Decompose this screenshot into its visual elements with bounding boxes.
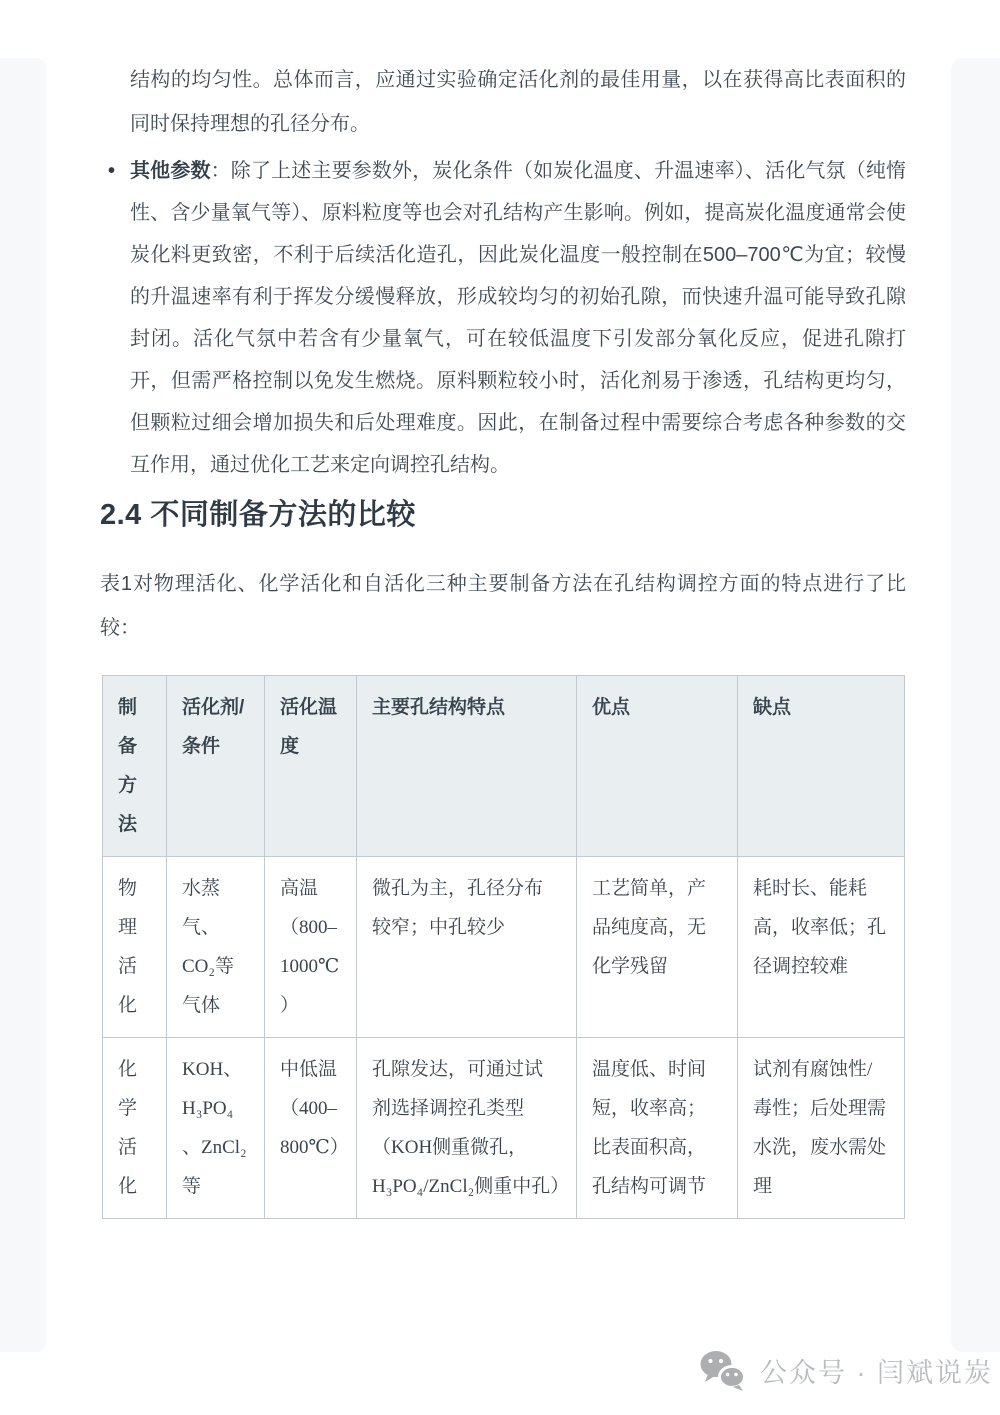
header-temperature: 活化温度 — [265, 676, 357, 857]
cell-activator: KOH、H₃PO₄、ZnCl₂等 — [167, 1038, 265, 1219]
cell-pore-features: 孔隙发达，可通过试剂选择调控孔类型（KOH侧重微孔，H₃PO₄/ZnCl₂侧重中孔） — [357, 1038, 577, 1219]
page-right-edge — [951, 58, 1000, 1352]
cell-temperature: 中低温（400–800℃） — [265, 1038, 357, 1219]
comparison-table — [102, 675, 905, 1219]
table-row-physical-activation — [103, 857, 905, 1038]
header-method: 制备方法 — [103, 676, 167, 857]
cell-pore-features: 微孔为主，孔径分布较窄；中孔较少 — [357, 857, 577, 1038]
watermark-label: 公众号 · 闫斌说炭 — [760, 1357, 993, 1388]
cell-disadvantages: 耗时长、能耗高，收率低；孔径调控较难 — [738, 857, 905, 1038]
header-activator: 活化剂/条件 — [167, 676, 265, 857]
header-disadvantages: 缺点 — [738, 676, 905, 857]
paragraph-activator-dosage: 结构的均匀性。总体而言，应通过实验确定活化剂的最佳用量，以在获得高比表面积的同时保持理想的孔径分布。 — [130, 69, 906, 135]
table-header-row — [103, 676, 905, 857]
table-row-chemical-activation — [103, 1038, 905, 1219]
header-advantages: 优点 — [577, 676, 738, 857]
cell-disadvantages: 试剂有腐蚀性/毒性；后处理需水洗，废水需处理 — [738, 1038, 905, 1219]
table-intro-paragraph: 表1对物理活化、化学活化和自活化三种主要制备方法在孔结构调控方面的特点进行了比较： — [100, 573, 906, 639]
cell-activator: 水蒸气、CO₂等气体 — [167, 857, 265, 1038]
cell-method: 物理活化 — [103, 857, 167, 1038]
page-left-edge — [0, 58, 46, 1352]
wechat-icon — [698, 1348, 748, 1392]
bullet-marker: • — [108, 160, 116, 182]
cell-method: 化学活化 — [103, 1038, 167, 1219]
cell-advantages: 工艺简单，产品纯度高，无化学残留 — [577, 857, 738, 1038]
header-pore-features: 主要孔结构特点 — [357, 676, 577, 857]
bullet-item-other-parameters — [108, 150, 907, 486]
cell-advantages: 温度低、时间短，收率高；比表面积高，孔结构可调节 — [577, 1038, 738, 1219]
watermark — [698, 1348, 993, 1392]
cell-temperature: 高温（800–1000℃） — [265, 857, 357, 1038]
bullet-label: 其他参数 — [130, 160, 211, 182]
section-heading-2-4: 2.4 不同制备方法的比较 — [100, 499, 416, 531]
bullet-text: ：除了上述主要参数外，炭化条件（如炭化温度、升温速率）、活化气氛（纯惰性、含少量氧气等）、原料粒度等也会对孔结构产生影响。例如，提高炭化温度通常会使炭化料更致密，不利于后续活化造孔，因此炭化温度一般控制在500–700℃为宜；较慢的升温速率有利于挥发分缓慢释放，形成较均匀的初始孔隙，而快速升温可能导致孔隙封闭。活化气氛中若含有少量氧气，可在较低温度下引发部分氧化反应，促进孔隙打开，但需严格控制以免发生燃烧。原料颗粒较小时，活化剂易于渗透，孔结构更均匀，但颗粒过细会增加损失和后处理难度。因此，在制备过程中需要综合考虑各种参数的交互作用，通过优化工艺来定向调控孔结构。 — [130, 160, 907, 476]
